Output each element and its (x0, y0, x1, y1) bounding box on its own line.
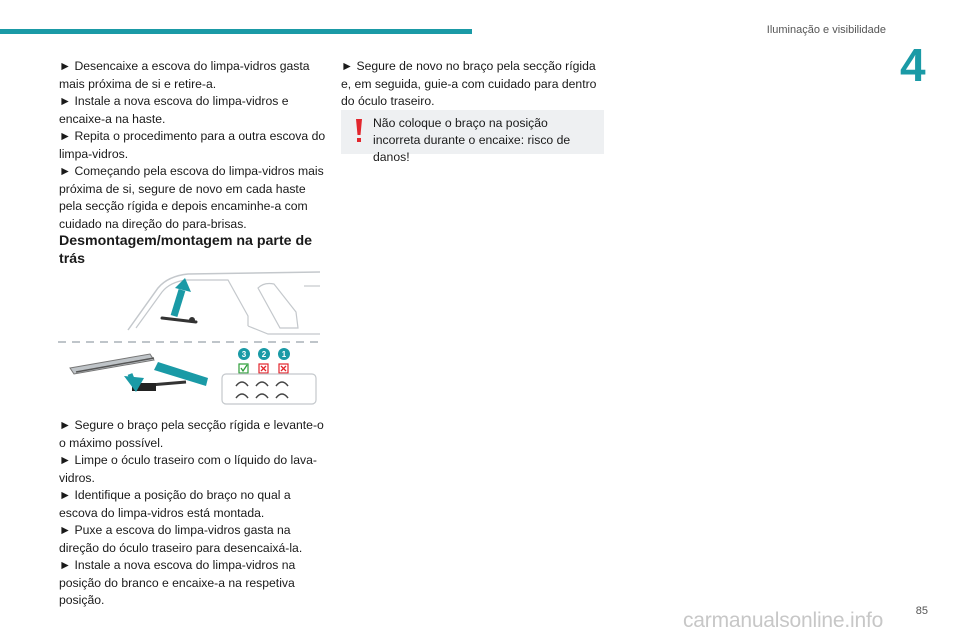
instruction-step: ► Identifique a posição do braço no qual a escova do limpa-vidros está montada. (59, 488, 291, 520)
column-1-bottom (59, 417, 327, 610)
illustration-label: 1 (281, 350, 287, 359)
instruction-step: ► Limpe o óculo traseiro com o líquido do lava-vidros. (59, 453, 317, 485)
page-number: 85 (915, 605, 928, 617)
exclamation-icon (354, 118, 364, 144)
illustration-label: 3 (241, 350, 247, 359)
instruction-step: ► Desencaixe a escova do limpa-vidros gasta mais próxima de si e retire-a. (59, 59, 310, 91)
instruction-step: ► Repita o procedimento para a outra escova do limpa-vidros. (59, 129, 326, 161)
warning-text: Não coloque o braço na posição incorreta durante o encaixe: risco de danos! (373, 116, 571, 164)
chapter-number: 4 (900, 39, 926, 91)
instruction-step: ► Começando pela escova do limpa-vidros mais próxima de si, segure de novo em cada haste pela secção rígida e depois encaminhe-a com cuidado na direção do para-brisas. (59, 164, 324, 231)
instruction-step: ► Instale a nova escova do limpa-vidros na posição do branco e encaixe-a na respetiva posição. (59, 558, 296, 607)
footer-watermark[interactable]: carmanualsonline.info (683, 609, 884, 632)
instruction-step: ► Puxe a escova do limpa-vidros gasta na direção do óculo traseiro para desencaixá-la. (59, 523, 303, 555)
warning-box (341, 110, 604, 164)
illustration-label: 2 (261, 350, 267, 359)
top-accent-bar (0, 29, 472, 34)
rear-wiper-illustration (58, 268, 322, 414)
section-heading: Desmontagem/montagem na parte de trás (59, 233, 313, 267)
section-title: Iluminação e visibilidade (766, 24, 886, 36)
column-2 (341, 58, 609, 111)
column-1-top (59, 58, 327, 233)
instruction-step: ► Segure de novo no braço pela secção rígida e, em seguida, guie-a com cuidado para dentro do óculo traseiro. (341, 59, 597, 108)
instruction-step: ► Segure o braço pela secção rígida e levante-o o máximo possível. (59, 418, 324, 450)
instruction-step: ► Instale a nova escova do limpa-vidros e encaixe-a na haste. (59, 94, 289, 126)
